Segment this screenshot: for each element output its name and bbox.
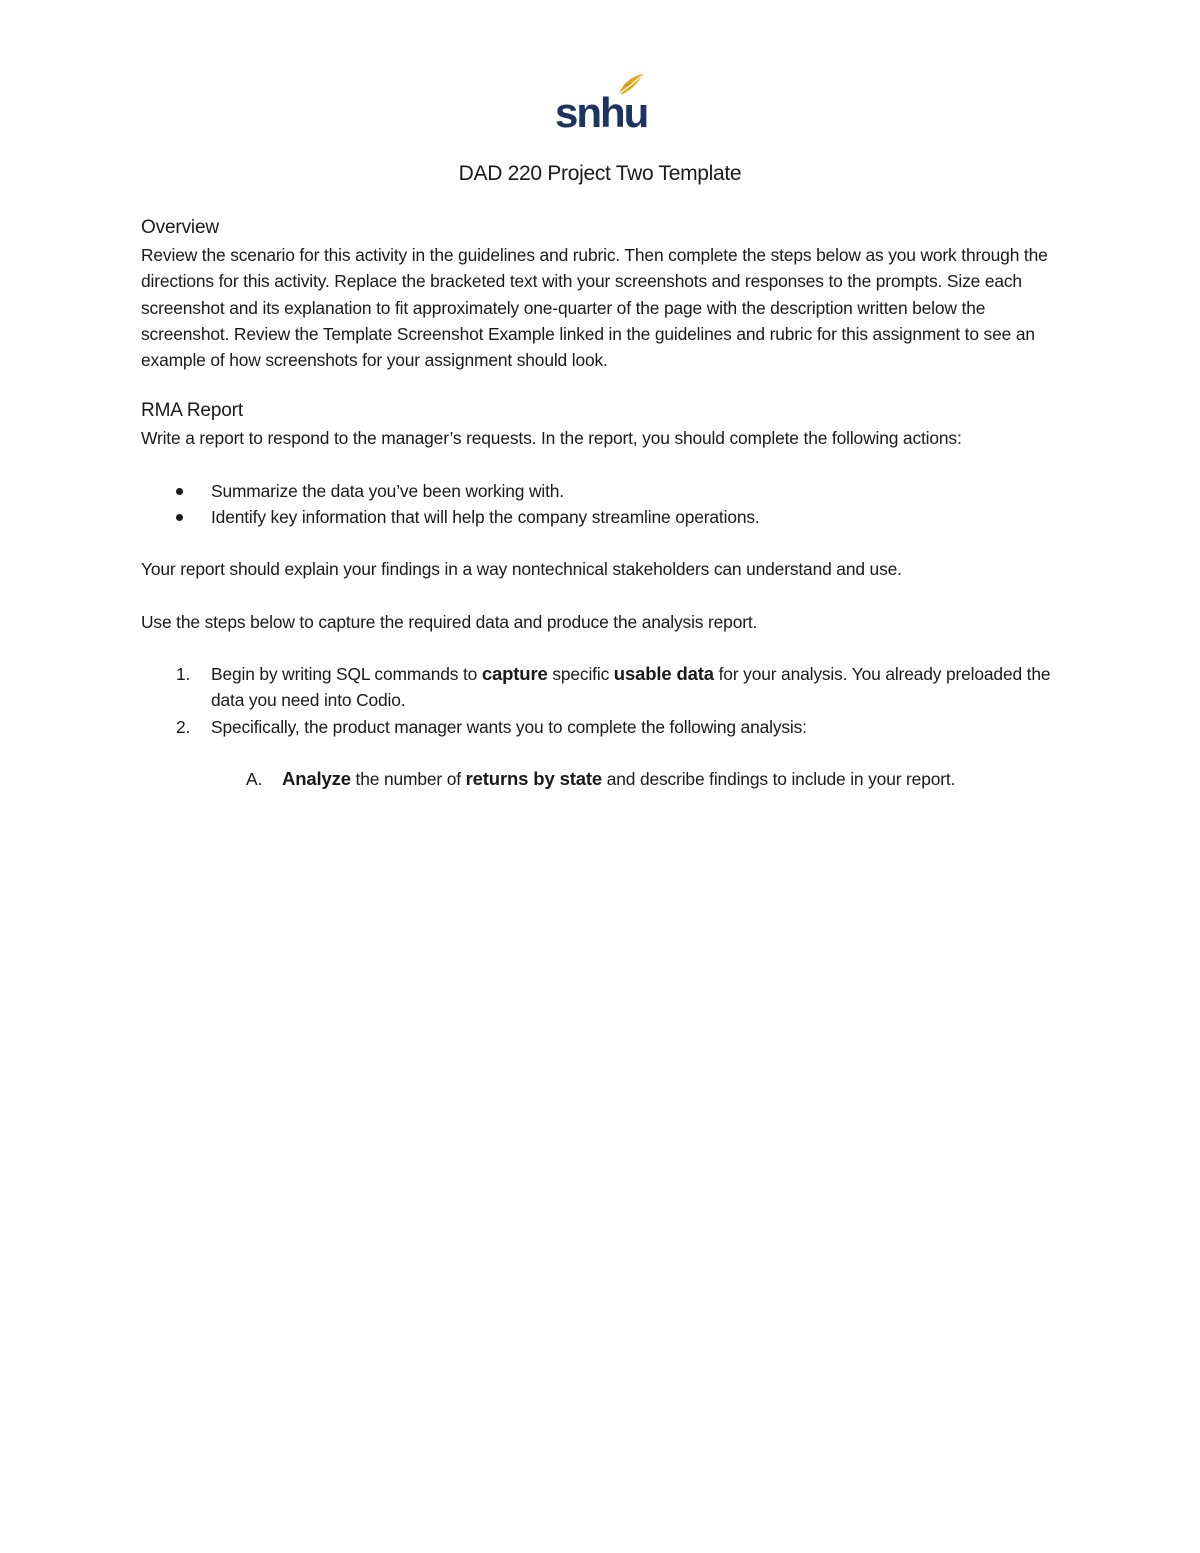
bullet-icon: [176, 488, 183, 495]
logo-text: snhu: [555, 89, 648, 136]
step-item: [141, 714, 1051, 740]
document-body: [141, 214, 1051, 792]
bullet-item: [141, 504, 1051, 530]
step-number: 1.: [176, 663, 191, 684]
step-number: 2.: [176, 716, 191, 737]
sub-step-text: the number of: [350, 768, 466, 789]
steps-numbered-list: [141, 661, 1051, 740]
sub-step-letter: A.: [246, 768, 263, 789]
overview-paragraph: Review the scenario for this activity in the guidelines and rubric. Then complete the steps below as you work through the directions for this activity. Replace the bracketed text with your screenshots and responses to the prompts. Size each screenshot and its explanation to fit approximately one-quarter of the page with the description written below the screenshot. Review the Template Screenshot Example linked in the guidelines and rubric for this assignment to see an example of how screenshots for your assignment should look.: [141, 245, 1048, 371]
sub-step-item: [141, 766, 1051, 792]
sub-step-text: and describe findings to include in your report.: [602, 768, 956, 789]
rma-report-heading: RMA Report: [141, 400, 243, 422]
steps-intro-paragraph: Use the steps below to capture the required data and produce the analysis report.: [141, 611, 758, 632]
step-item: [141, 661, 1051, 714]
stakeholders-paragraph: Your report should explain your findings in a way nontechnical stakeholders can understand and use.: [141, 559, 902, 580]
step-bold-capture: capture: [481, 662, 548, 684]
step-text: for your analysis. You already preloaded the data you need into Codio.: [211, 663, 1051, 711]
bullet-icon: [176, 514, 183, 521]
step-bold-usable-data: usable data: [613, 662, 714, 684]
snhu-logo: [555, 72, 648, 136]
step-text: Begin by writing SQL commands to: [211, 663, 482, 684]
rma-intro-paragraph: Write a report to respond to the manager’s requests. In the report, you should complete the following actions:: [141, 428, 962, 449]
bullet-item: [141, 478, 1051, 504]
step-text: specific: [547, 663, 614, 684]
document-title: DAD 220 Project Two Template: [458, 162, 742, 185]
overview-heading: Overview: [141, 217, 219, 238]
actions-bullet-list: [141, 478, 1051, 531]
bullet-text: Summarize the data you’ve been working with.: [211, 480, 564, 501]
sub-steps-list: [141, 766, 1051, 792]
step-text: Specifically, the product manager wants you to complete the following analysis:: [211, 716, 807, 737]
sub-step-bold-returns-by-state: returns by state: [465, 767, 603, 789]
bullet-text: Identify key information that will help the company streamline operations.: [211, 507, 760, 528]
sub-step-bold-analyze: Analyze: [282, 767, 351, 789]
